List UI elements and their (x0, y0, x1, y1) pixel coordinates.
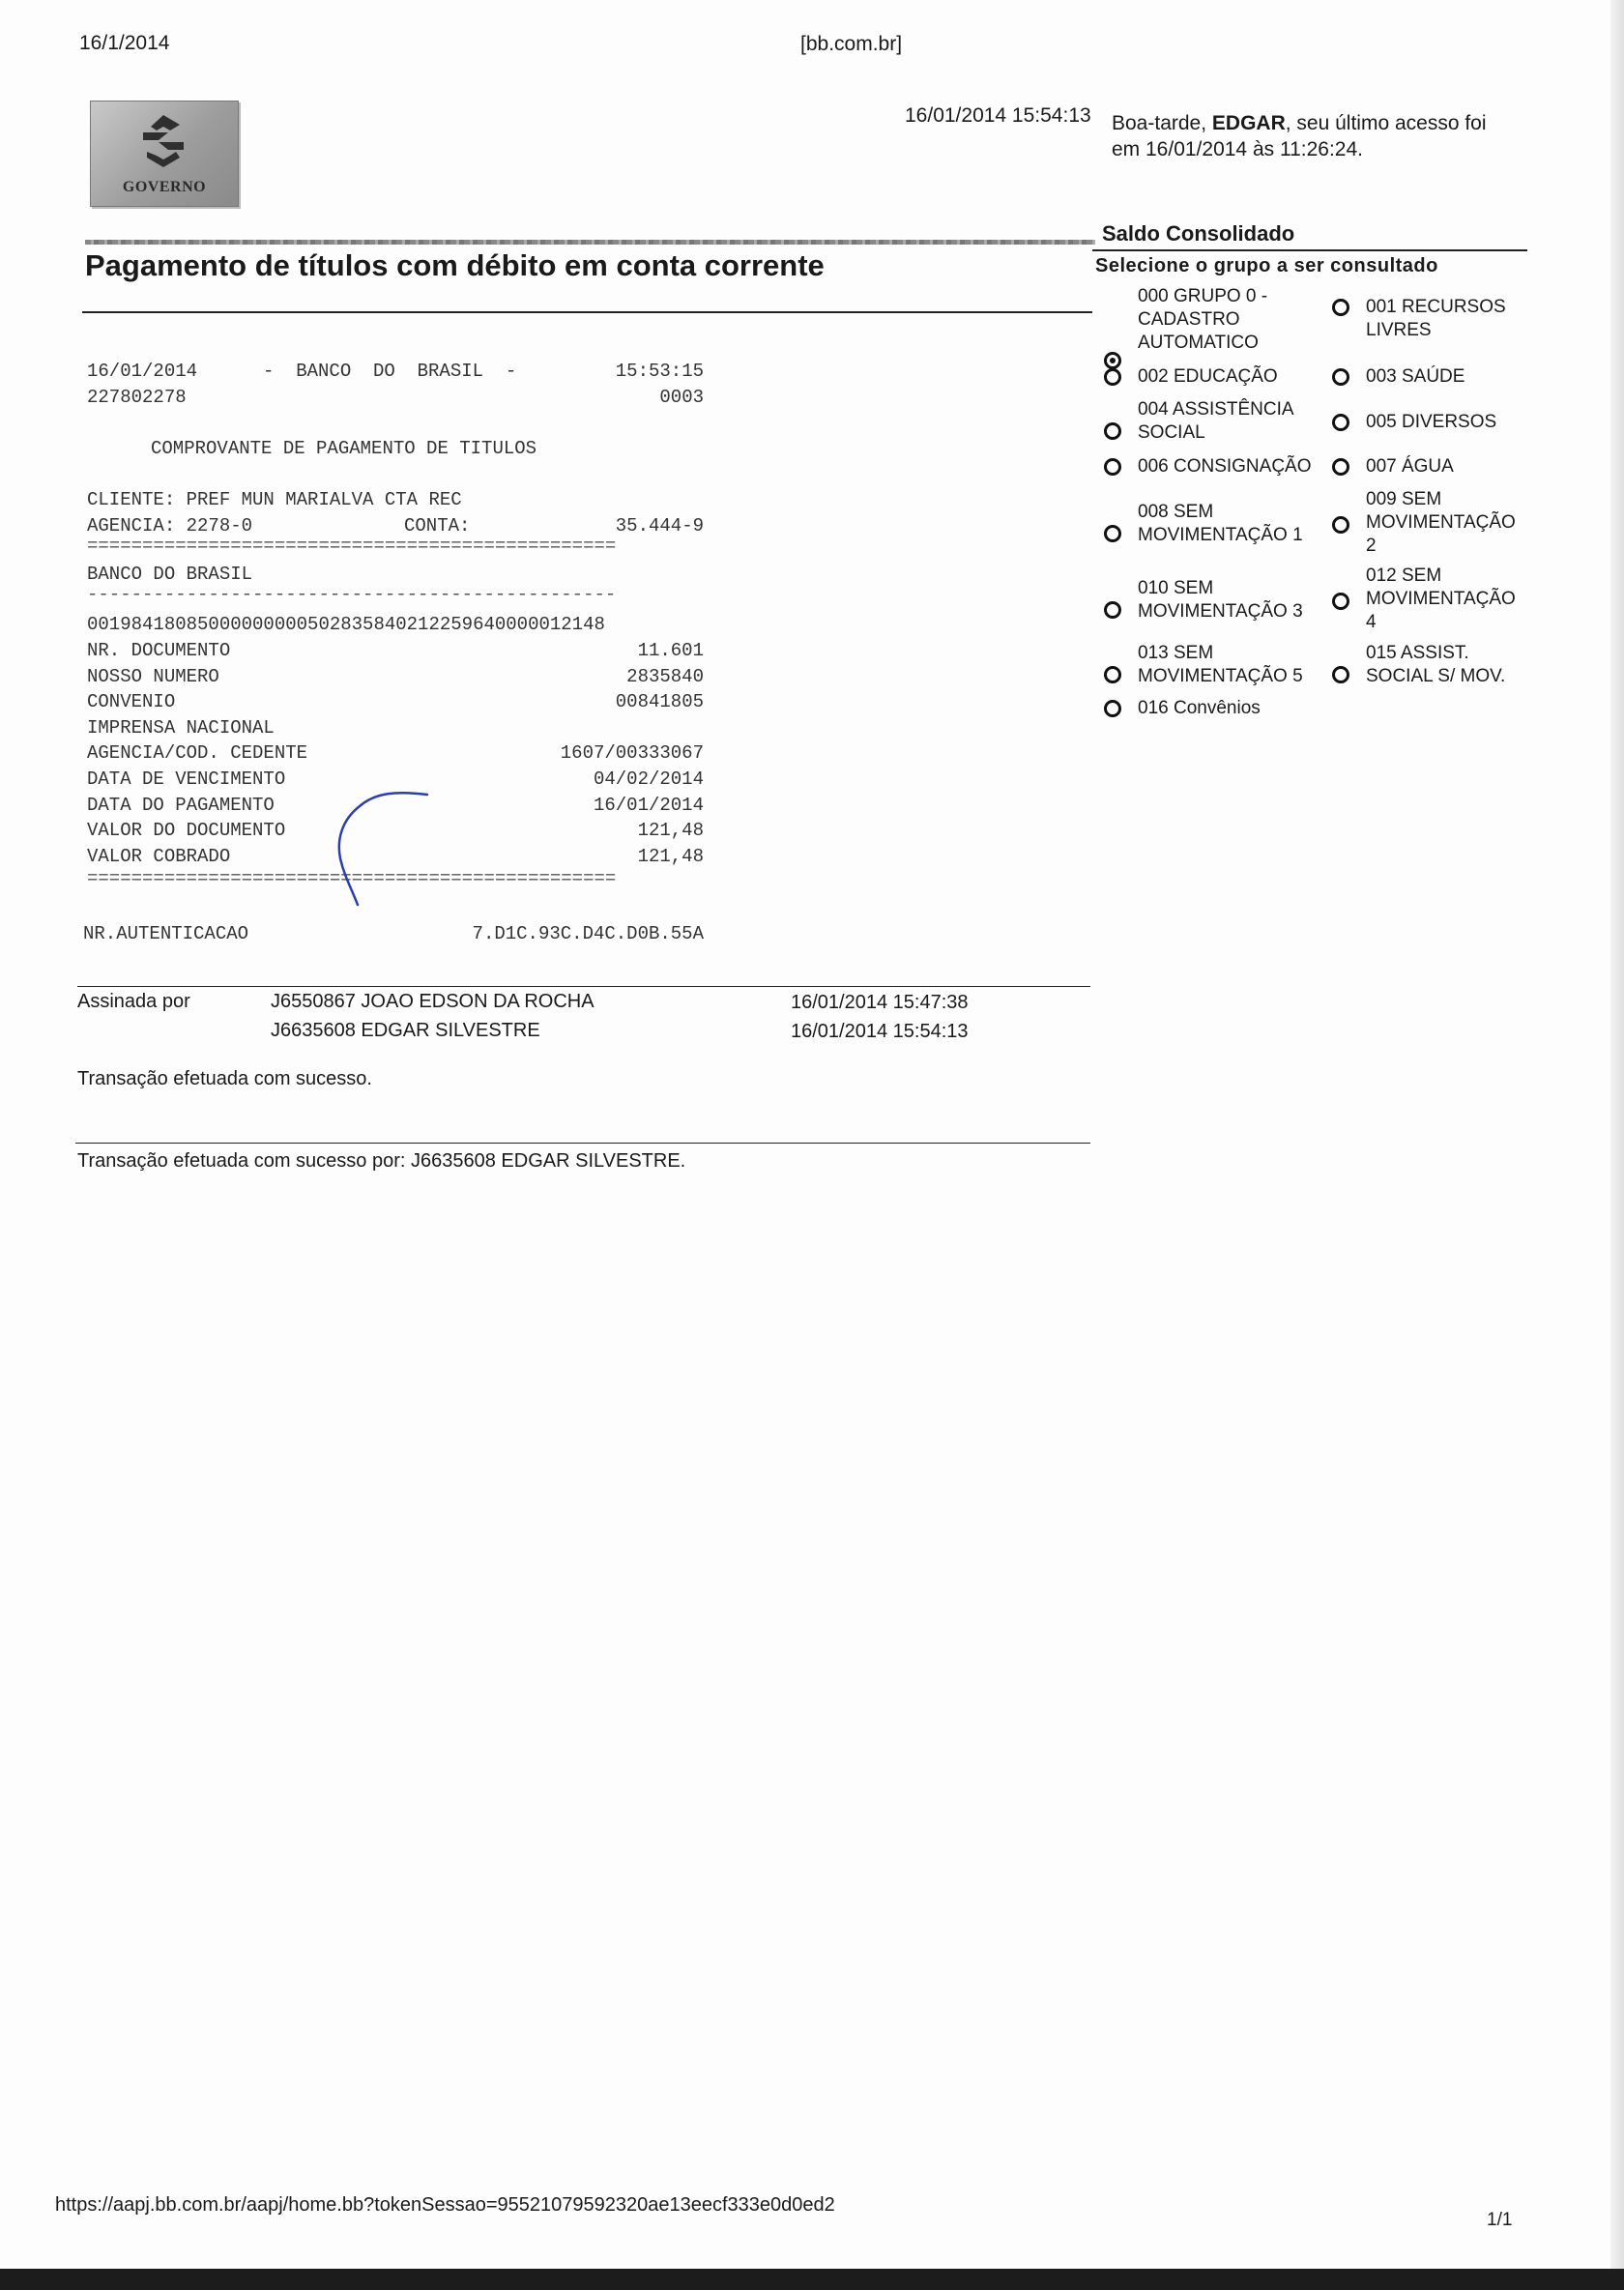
scan-edge-bottom (0, 2269, 1624, 2290)
group-option-label-line: 008 SEM (1138, 502, 1214, 522)
field-value: 121,48 (637, 820, 704, 842)
group-option-label-line: 4 (1366, 612, 1377, 632)
group-option-label-line: 004 ASSISTÊNCIA (1138, 399, 1294, 420)
radio-icon[interactable] (1332, 516, 1349, 534)
group-option-label (1138, 642, 1303, 688)
radio-icon[interactable] (1104, 458, 1121, 476)
field-value: 121,48 (637, 845, 704, 867)
greeting-prefix: Boa-tarde, (1112, 112, 1212, 134)
field-label: NOSSO NUMERO (87, 665, 219, 687)
greeting (1112, 110, 1498, 162)
field-value: 00841805 (615, 691, 704, 713)
group-option-label-line: AUTOMATICO (1138, 333, 1259, 353)
sidebar-title: Saldo Consolidado (1102, 221, 1295, 246)
separator-double: ================================================ (87, 538, 617, 557)
radio-icon[interactable] (1332, 299, 1349, 316)
group-option-label (1138, 577, 1303, 623)
title-divider (85, 240, 1095, 245)
receipt-account-line (87, 515, 706, 538)
group-option-label-line: CADASTRO (1138, 309, 1240, 330)
site-label: [bb.com.br] (800, 33, 903, 55)
receipt-field-row (87, 640, 706, 666)
receipt-line-1 (87, 361, 706, 387)
sidebar-subtitle: Selecione o grupo a ser consultado (1095, 255, 1438, 276)
status-by: Transação efetuada com sucesso por: J6635608 EDGAR SILVESTRE. (77, 1150, 686, 1172)
radio-icon[interactable] (1104, 368, 1121, 386)
status-rule (75, 1143, 1090, 1144)
pen-check-mark (319, 785, 435, 909)
group-option-label-line: MOVIMENTAÇÃO (1366, 589, 1516, 609)
greeting-suffix: , seu último acesso foi (1285, 112, 1487, 134)
signature-rule (77, 986, 1090, 987)
group-option-label (1366, 455, 1454, 478)
group-option-label-line: 006 CONSIGNAÇÃO (1138, 456, 1312, 477)
field-label: AGENCIA/COD. CEDENTE (87, 742, 308, 765)
group-option-label-line: MOVIMENTAÇÃO 3 (1138, 601, 1303, 622)
last-access: em 16/01/2014 às 11:26:24. (1112, 138, 1363, 160)
auth-value: 7.D1C.93C.D4C.D0B.55A (472, 923, 704, 945)
radio-icon[interactable] (1104, 666, 1121, 683)
auth-label: NR.AUTENTICACAO (83, 923, 249, 945)
radio-icon[interactable] (1332, 458, 1349, 476)
group-option-label (1366, 565, 1516, 634)
page-number: 1/1 (1487, 2210, 1513, 2230)
group-option-label (1138, 365, 1278, 389)
group-option-label-line: 003 SAÚDE (1366, 366, 1465, 387)
bank-logo[interactable] (90, 101, 239, 207)
group-option-label (1138, 455, 1312, 478)
field-label: VALOR COBRADO (87, 845, 231, 867)
group-option-label-line: 002 EDUCAÇÃO (1138, 366, 1278, 387)
group-option-label-line: 000 GRUPO 0 - (1138, 286, 1268, 306)
radio-icon[interactable] (1332, 414, 1349, 431)
radio-icon[interactable] (1332, 368, 1349, 386)
field-label: DATA DE VENCIMENTO (87, 768, 286, 790)
signed-by-label: Assinada por (77, 991, 190, 1012)
group-option-label (1366, 642, 1505, 688)
group-option-label-line: 016 Convênios (1138, 698, 1261, 718)
receipt-barcode: 00198418085000000000502835840212259640000012148 (87, 614, 605, 635)
session-datetime: 16/01/2014 15:54:13 (905, 104, 1091, 127)
signer-1-datetime: 16/01/2014 15:47:38 (791, 992, 969, 1013)
group-option-label-line: SOCIAL (1138, 422, 1205, 443)
sidebar-rule (1092, 249, 1527, 251)
receipt-bank: - BANCO DO BRASIL - (263, 361, 517, 382)
field-value: 16/01/2014 (593, 794, 704, 816)
group-option-label (1138, 398, 1294, 445)
group-option-label-line: MOVIMENTAÇÃO (1366, 512, 1516, 533)
logo-caption: GOVERNO (122, 179, 207, 195)
field-value: 2835840 (626, 665, 704, 687)
signer-2-name: J6635608 EDGAR SILVESTRE (271, 1020, 540, 1041)
title-rule (82, 311, 1092, 313)
group-option-label (1138, 697, 1261, 720)
group-option-label-line: 005 DIVERSOS (1366, 412, 1497, 432)
receipt-field-row (87, 691, 706, 717)
field-value: 04/02/2014 (593, 768, 704, 790)
receipt-id: 227802278 (87, 387, 187, 408)
group-option-label (1366, 365, 1464, 389)
receipt-account-value: 35.444-9 (615, 515, 704, 536)
group-option-label (1366, 296, 1506, 342)
field-label: NR. DOCUMENTO (87, 640, 231, 661)
field-value: 1607/00333067 (560, 742, 704, 765)
group-option-label (1138, 501, 1303, 547)
status-message: Transação efetuada com sucesso. (77, 1068, 372, 1089)
radio-icon[interactable] (1104, 525, 1121, 542)
group-option-label-line: MOVIMENTAÇÃO 5 (1138, 666, 1303, 686)
signer-1-name: J6550867 JOAO EDSON DA ROCHA (271, 991, 594, 1012)
receipt-seq: 0003 (659, 387, 704, 408)
radio-icon[interactable] (1332, 666, 1349, 683)
scan-edge-right (1610, 0, 1624, 2290)
receipt-field-row (87, 666, 706, 692)
group-option-label-line: LIVRES (1366, 320, 1432, 340)
receipt-bank-name: BANCO DO BRASIL (87, 564, 253, 585)
field-label: DATA DO PAGAMENTO (87, 794, 275, 816)
receipt-time: 15:53:15 (615, 361, 704, 382)
group-option-label-line: 015 ASSIST. (1366, 643, 1469, 663)
group-option-label (1366, 411, 1496, 434)
separator-double-end: ================================================ (87, 871, 617, 890)
group-option-label-line: SOCIAL S/ MOV. (1366, 666, 1506, 686)
footer-url: https://aapj.bb.com.br/aapj/home.bb?tokenSessao=95521079592320ae13eecf333e0d0ed2 (55, 2194, 835, 2216)
receipt-auth-line (83, 923, 706, 949)
group-option-label (1366, 488, 1516, 558)
group-option-label-line: 001 RECURSOS (1366, 297, 1506, 317)
receipt-client: CLIENTE: PREF MUN MARIALVA CTA REC (87, 489, 462, 510)
radio-selected-icon[interactable] (1104, 352, 1121, 369)
group-option-label (1138, 285, 1267, 355)
separator-single: ------------------------------------------------ (87, 587, 617, 605)
group-option-label-line: 007 ÁGUA (1366, 456, 1454, 477)
receipt-heading: COMPROVANTE DE PAGAMENTO DE TITULOS (151, 438, 537, 459)
field-value: 11.601 (637, 640, 704, 661)
signer-2-datetime: 16/01/2014 15:54:13 (791, 1021, 969, 1042)
group-option-label-line: 010 SEM (1138, 578, 1214, 598)
receipt-field-row (87, 717, 706, 743)
field-label: CONVENIO (87, 691, 176, 713)
receipt-date: 16/01/2014 (87, 361, 198, 382)
group-option-label-line: 2 (1366, 536, 1377, 556)
bb-logo-icon (130, 113, 197, 169)
greeting-user: EDGAR (1211, 112, 1286, 134)
group-option-label-line: 009 SEM (1366, 489, 1442, 509)
field-label: VALOR DO DOCUMENTO (87, 820, 286, 842)
group-option-label-line: MOVIMENTAÇÃO 1 (1138, 525, 1303, 545)
receipt-line-2 (87, 387, 706, 413)
radio-icon[interactable] (1332, 593, 1349, 610)
receipt-agency: AGENCIA: 2278-0 (87, 515, 253, 536)
radio-icon[interactable] (1104, 422, 1121, 440)
field-label: IMPRENSA NACIONAL (87, 716, 275, 739)
radio-icon[interactable] (1104, 601, 1121, 619)
radio-icon[interactable] (1104, 700, 1121, 717)
group-option-label-line: 012 SEM (1366, 565, 1442, 586)
print-date: 16/1/2014 (79, 32, 170, 54)
receipt-field-row (87, 742, 706, 768)
group-option-label-line: 013 SEM (1138, 643, 1214, 663)
page-title: Pagamento de títulos com débito em conta corrente (85, 248, 825, 282)
receipt-account-label: CONTA: (404, 515, 471, 536)
